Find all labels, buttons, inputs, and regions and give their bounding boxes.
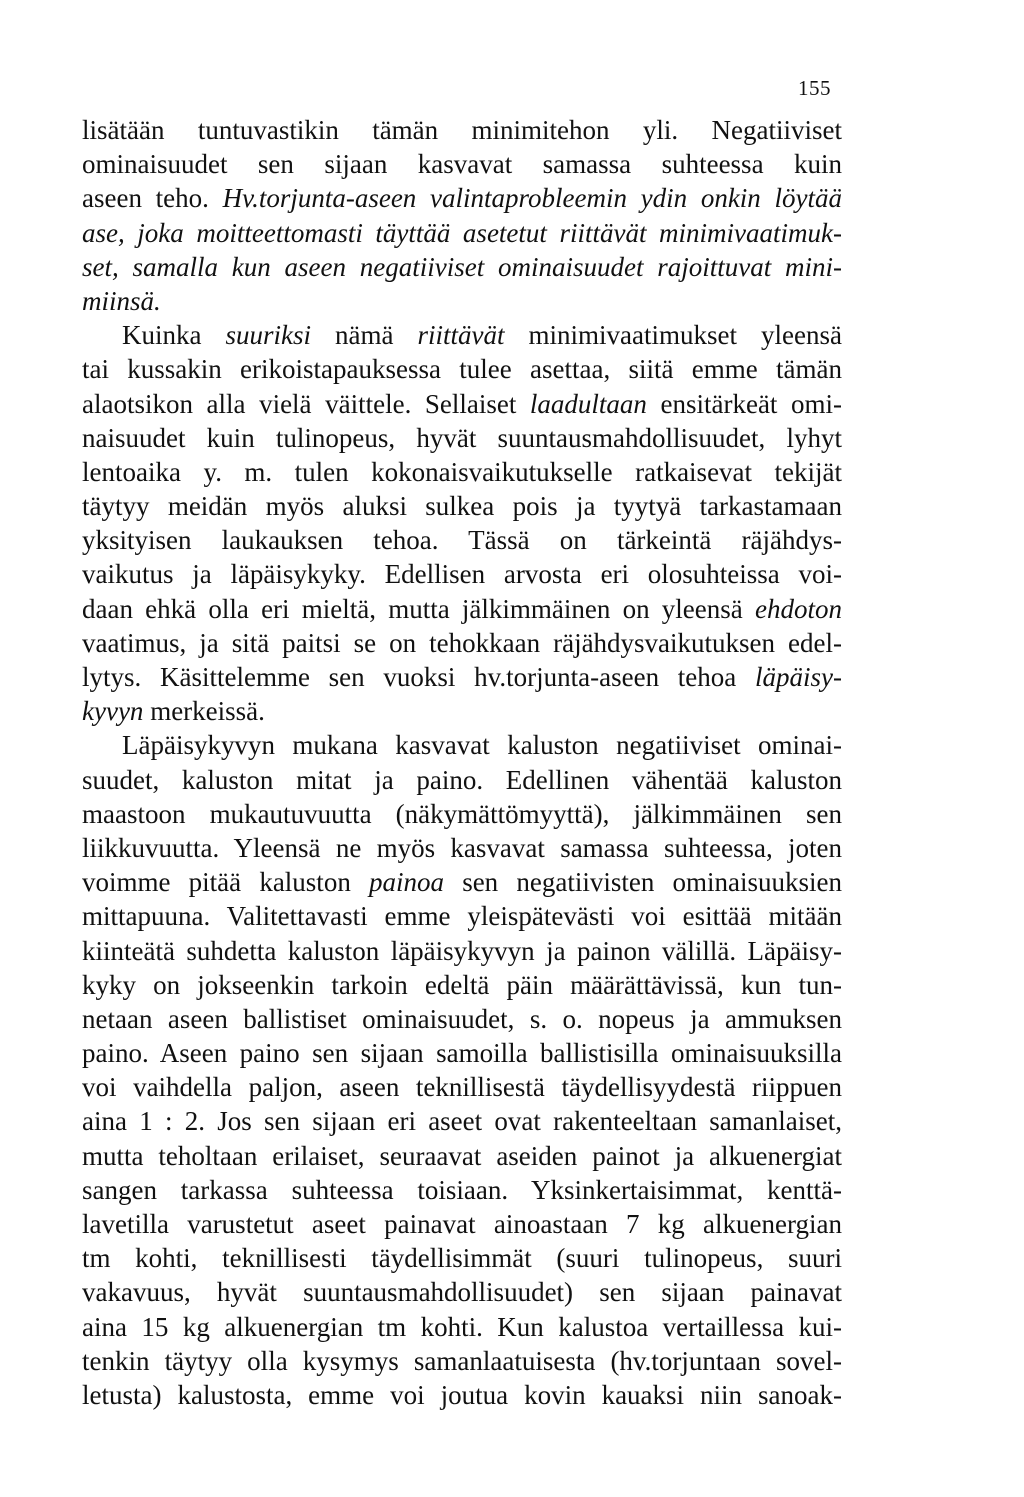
text-line: miinsä.	[82, 285, 161, 316]
text-line: maastoon mukautuvuutta (näkymättömyyttä), jälkimmäinen sen	[82, 798, 842, 829]
text-line: sangen tarkassa suhteessa toisiaan. Yksinkertaisimmat, kenttä-	[82, 1174, 842, 1205]
text-line: voimme pitää kaluston painoa sen negatiivisten ominaisuuksien	[82, 867, 843, 898]
text-line: Läpäisykyvyn mukana kasvavat kaluston negatiiviset ominai-	[122, 730, 842, 761]
text-line: Kuinka suuriksi nämä riittävät minimivaatimukset yleensä	[122, 320, 842, 351]
text-line: tm kohti, teknillisesti täydellisimmät (suuri tulinopeus, suuri	[82, 1243, 842, 1274]
text-line: suudet, kaluston mitat ja paino. Edellinen vähentää kaluston	[82, 764, 842, 795]
text-line: vaikutus ja läpäisykyky. Edellisen arvosta eri olosuhteissa voi-	[82, 559, 842, 590]
text-line: vakavuus, hyvät suuntausmahdollisuudet) sen sijaan painavat	[82, 1277, 842, 1308]
text-line: lytys. Käsittelemme sen vuoksi hv.torjunta-aseen tehoa läpäisy-	[82, 662, 842, 692]
text-line: lentoaika y. m. tulen kokonaisvaikutukselle ratkaisevat tekijät	[82, 456, 842, 487]
text-line: kyky on jokseenkin tarkoin edeltä päin määrättävissä, kun tun-	[82, 969, 842, 1000]
text-line: tai kussakin erikoistapauksessa tulee asettaa, siitä emme tämän	[82, 354, 842, 385]
text-line: daan ehkä olla eri mieltä, mutta jälkimmäinen on yleensä ehdoton	[82, 593, 842, 624]
text-line: kyvyn merkeissä.	[82, 696, 265, 727]
text-line: ase, joka moitteettomasti täyttää asetetut riittävät minimivaatimuk-	[82, 217, 842, 248]
text-line: yksityisen laukauksen tehoa. Tässä on tärkeintä räjähdys-	[82, 525, 842, 556]
text-line: letusta) kalustosta, emme voi joutua kovin kauaksi niin sanoak-	[82, 1379, 842, 1410]
text-line: tenkin täytyy olla kysymys samanlaatuisesta (hv.torjuntaan sovel-	[82, 1345, 842, 1376]
text-line: alaotsikon alla vielä väittele. Sellaiset laadultaan ensitärkeät omi-	[82, 388, 842, 419]
text-line: täytyy meidän myös aluksi sulkea pois ja tyytyä tarkastamaan	[82, 491, 842, 522]
text-line: mittapuuna. Valitettavasti emme yleispätevästi voi esittää mitään	[82, 901, 842, 932]
text-line: lisätään tuntuvastikin tämän minimitehon yli. Negatiiviset	[82, 115, 842, 145]
text-line: set, samalla kun aseen negatiiviset ominaisuudet rajoittuvat mini-	[82, 251, 842, 282]
text-line: paino. Aseen paino sen sijaan samoilla ballistisilla ominaisuuksilla	[82, 1038, 842, 1069]
text-line: liikkuvuutta. Yleensä ne myös kasvavat samassa suhteessa, joten	[82, 832, 842, 863]
text-line: aina 15 kg alkuenergian tm kohti. Kun kalustoa vertaillessa kui-	[82, 1311, 842, 1342]
text-line: aina 1 : 2. Jos sen sijaan eri aseet ovat rakenteeltaan samanlaiset,	[82, 1106, 842, 1137]
text-line: vaatimus, ja sitä paitsi se on tehokkaan räjähdysvaikutuksen edel-	[82, 627, 842, 658]
text-line: voi vaihdella paljon, aseen teknillisestä täydellisyydestä riippuen	[82, 1072, 842, 1103]
text-line: lavetilla varustetut aseet painavat ainoastaan 7 kg alkuenergian	[82, 1209, 842, 1239]
text-line: aseen teho. Hv.torjunta-aseen valintaprobleemin ydin onkin löytää	[82, 183, 842, 214]
body-text	[82, 113, 842, 1412]
text-line: kiinteätä suhdetta kaluston läpäisykyvyn ja painon välillä. Läpäisy-	[82, 935, 842, 966]
text-line: ominaisuudet sen sijaan kasvavat samassa suhteessa kuin	[82, 149, 842, 180]
text-line: mutta teholtaan erilaiset, seuraavat aseiden painot ja alkuenergiat	[82, 1140, 842, 1171]
page-number: 155	[798, 76, 831, 100]
text-line: naisuudet kuin tulinopeus, hyvät suuntausmahdollisuudet, lyhyt	[82, 422, 842, 453]
text-line: netaan aseen ballistiset ominaisuudet, s. o. nopeus ja ammuksen	[82, 1003, 842, 1034]
